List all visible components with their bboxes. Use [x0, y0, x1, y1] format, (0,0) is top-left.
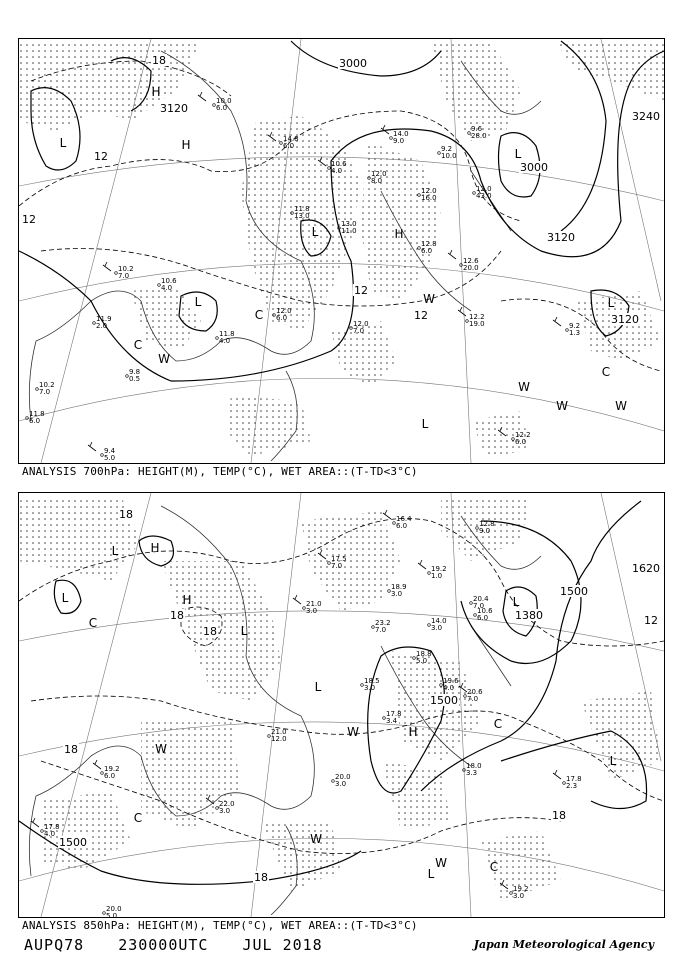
station-plot: [338, 220, 357, 235]
station-temperature: 10.2: [39, 381, 55, 389]
contour-value-label: 18: [552, 809, 566, 822]
station-temperature: 19.2: [104, 765, 120, 773]
station-dewpoint-depression: 6.0: [29, 417, 41, 425]
contour-value-label: 3000: [339, 57, 367, 70]
contour-value-label: 1500: [430, 694, 458, 707]
station-temperature: 10.6: [161, 277, 177, 285]
pressure-system-symbol: L: [609, 754, 617, 768]
contour-value-label: 1500: [560, 585, 588, 598]
station-dewpoint-depression: 6.0: [515, 438, 527, 446]
contour-value-label: 12: [644, 614, 658, 627]
station-marker: [303, 607, 306, 610]
pressure-system-symbol: L: [311, 225, 319, 239]
contour-value-label: 1380: [515, 609, 543, 622]
station-marker: [466, 320, 469, 323]
station-dewpoint-depression: 1.3: [569, 329, 581, 337]
station-marker: [103, 912, 106, 915]
station-temperature: 23.2: [375, 619, 391, 627]
pressure-system-symbol: C: [88, 616, 98, 630]
pressure-system-symbol: L: [240, 624, 248, 638]
pressure-system-symbol: L: [427, 867, 435, 881]
station-plot: [332, 773, 351, 788]
station-temperature: 10.2: [118, 265, 134, 273]
contour-value-label: 3120: [611, 313, 639, 326]
station-temperature: 19.2: [513, 885, 529, 893]
station-dewpoint-depression: 5.0: [104, 454, 116, 462]
pressure-system-symbol: C: [133, 338, 143, 352]
station-dewpoint-depression: 3.0: [513, 892, 525, 900]
station-marker: [383, 717, 386, 720]
station-dewpoint-depression: 4.0: [44, 830, 56, 838]
contour-value-label: 18: [203, 625, 217, 638]
station-dewpoint-depression: 3.0: [364, 684, 376, 692]
contour-value-label: 18: [64, 743, 78, 756]
station-dewpoint-depression: 20.0: [463, 264, 479, 272]
station-marker: [428, 572, 431, 575]
contour-value-label: 3120: [547, 231, 575, 244]
station-dewpoint-depression: 8.0: [371, 177, 383, 185]
station-temperature: 10.6: [331, 160, 347, 168]
station-dewpoint-depression: 28.0: [471, 132, 487, 140]
station-plot: [418, 240, 437, 255]
station-plot: [101, 447, 116, 462]
pressure-system-symbol: W: [347, 725, 359, 739]
station-temperature: 21.0: [271, 728, 287, 736]
station-marker: [36, 388, 39, 391]
station-plot: [388, 583, 407, 598]
station-marker: [438, 152, 441, 155]
station-dewpoint-depression: 9.0: [393, 137, 405, 145]
station-temperature: 14.8: [283, 135, 299, 143]
pressure-system-symbol: L: [607, 296, 615, 310]
station-dewpoint-depression: 6.0: [283, 142, 295, 150]
station-marker: [101, 772, 104, 775]
station-temperature: 11.8: [294, 205, 310, 213]
station-dewpoint-depression: 7.0: [39, 388, 51, 396]
station-plot: [563, 775, 582, 790]
station-temperature: 9.2: [441, 145, 453, 153]
station-temperature: 12.2: [515, 431, 531, 439]
pressure-system-symbol: W: [310, 832, 322, 846]
station-dewpoint-depression: 3.0: [391, 590, 403, 598]
station-plot: [383, 710, 402, 725]
station-dewpoint-depression: 13.0: [294, 212, 310, 220]
station-dewpoint-depression: 3.0: [335, 780, 347, 788]
station-plot: [390, 130, 409, 145]
station-plot: [36, 381, 55, 396]
station-dewpoint-depression: 3.3: [466, 769, 478, 777]
station-plot: [216, 800, 235, 815]
station-temperature: 12.2: [469, 313, 485, 321]
station-dewpoint-depression: 7.0: [467, 695, 479, 703]
station-plot: [460, 257, 479, 272]
contour-value-label: 18: [152, 54, 166, 67]
station-marker: [563, 782, 566, 785]
pressure-system-symbol: L: [111, 544, 119, 558]
station-dewpoint-depression: 1.0: [431, 572, 443, 580]
pressure-system-symbol: W: [556, 399, 568, 413]
station-plot: [393, 515, 412, 530]
pressure-system-symbol: W: [615, 399, 627, 413]
pressure-system-symbol: C: [493, 717, 503, 731]
station-dewpoint-depression: 7.0: [473, 602, 485, 610]
contour-value-label: 12: [414, 309, 428, 322]
station-dewpoint-depression: 7.0: [375, 626, 387, 634]
station-temperature: 12.0: [421, 187, 437, 195]
station-marker: [361, 684, 364, 687]
station-plot: [216, 330, 235, 345]
station-dewpoint-depression: 4.0: [161, 284, 173, 292]
pressure-system-symbol: H: [151, 85, 161, 99]
station-temperature: 12.8: [479, 520, 495, 528]
station-dewpoint-depression: 0.5: [129, 375, 141, 383]
pressure-system-symbol: H: [182, 593, 192, 607]
station-marker: [428, 624, 431, 627]
pressure-system-symbol: H: [181, 138, 191, 152]
chart-id: AUPQ78: [24, 936, 85, 954]
station-temperature: 10.6: [477, 607, 493, 615]
station-marker: [388, 590, 391, 593]
station-dewpoint-depression: 6.0: [104, 772, 116, 780]
station-temperature: 9.8: [129, 368, 141, 376]
station-plot: [103, 905, 122, 917]
station-dewpoint-depression: 4.0: [443, 684, 455, 692]
station-temperature: 17.8: [566, 775, 582, 783]
station-temperature: 20.4: [473, 595, 489, 603]
station-temperature: 9.6: [471, 125, 483, 133]
map-850hpa-canvas: [19, 493, 664, 917]
contour-value-label: 1500: [59, 836, 87, 849]
station-temperature: 20.0: [335, 773, 351, 781]
pressure-system-symbol: C: [601, 365, 611, 379]
station-dewpoint-depression: 5.0: [106, 912, 118, 917]
station-temperature: 12.0: [276, 307, 292, 315]
station-plot: [213, 97, 232, 112]
station-plot: [372, 619, 391, 634]
station-plot: [463, 762, 482, 777]
station-plot: [566, 322, 580, 337]
station-plot: [474, 607, 493, 622]
station-dewpoint-depression: 6.0: [396, 522, 408, 530]
contour-value-label: 1620: [632, 562, 660, 575]
station-marker: [566, 329, 569, 332]
station-temperature: 18.0: [466, 762, 482, 770]
pressure-system-symbol: L: [314, 680, 322, 694]
station-dewpoint-depression: 7.0: [118, 272, 130, 280]
pressure-system-symbol: C: [254, 308, 264, 322]
station-marker: [115, 272, 118, 275]
station-dewpoint-depression: 7.0: [353, 327, 365, 335]
station-marker: [332, 780, 335, 783]
station-plot: [268, 728, 287, 743]
station-plot: [510, 885, 529, 900]
station-temperature: 11.9: [96, 315, 112, 323]
pressure-system-symbol: C: [133, 811, 143, 825]
valid-datetime: 230000UTC: [118, 936, 209, 954]
station-plot: [361, 677, 380, 692]
pressure-system-symbol: H: [408, 725, 418, 739]
station-temperature: 14.0: [431, 617, 447, 625]
pressure-system-symbol: L: [514, 147, 522, 161]
analysis-700hpa-map: [18, 38, 665, 464]
station-dewpoint-depression: 3.0: [219, 807, 231, 815]
station-dewpoint-depression: 3.4: [386, 717, 398, 725]
station-marker: [390, 137, 393, 140]
caption-700hpa: ANALYSIS 700hPa: HEIGHT(M), TEMP(°C), WET AREA::(T-TD<3°C): [22, 465, 418, 478]
agency-credit: Japan Meteorological Agency: [473, 938, 654, 951]
station-temperature: 18.9: [391, 583, 407, 591]
station-plot: [303, 600, 322, 615]
station-temperature: 12.0: [353, 320, 369, 328]
station-dewpoint-depression: 7.0: [331, 562, 343, 570]
pressure-system-symbol: C: [489, 860, 499, 874]
station-temperature: 11.8: [219, 330, 235, 338]
pressure-system-symbol: W: [518, 380, 530, 394]
pressure-system-symbol: L: [512, 595, 520, 609]
pressure-system-symbol: W: [158, 352, 170, 366]
pressure-system-symbol: H: [150, 541, 160, 555]
station-temperature: 17.5: [331, 555, 347, 563]
station-dewpoint-depression: 11.0: [341, 227, 357, 235]
station-plot: [291, 205, 310, 220]
contour-value-label: 18: [254, 871, 268, 884]
station-temperature: 18.8: [416, 650, 432, 658]
contour-value-label: 3120: [160, 102, 188, 115]
station-temperature: 19.6: [443, 677, 459, 685]
station-temperature: 17.8: [386, 710, 402, 718]
pressure-system-symbol: W: [423, 292, 435, 306]
station-marker: [470, 602, 473, 605]
station-dewpoint-depression: 4.0: [219, 337, 231, 345]
station-temperature: 13.0: [341, 220, 357, 228]
station-temperature: 12.0: [476, 185, 492, 193]
station-temperature: 19.2: [431, 565, 447, 573]
station-marker: [473, 192, 476, 195]
station-temperature: 10.0: [216, 97, 232, 105]
footer-chart-info: [24, 936, 323, 954]
station-plot: [464, 688, 483, 703]
station-dewpoint-depression: 2.0: [96, 322, 108, 330]
station-temperature: 21.0: [306, 600, 322, 608]
station-dewpoint-depression: 6.0: [421, 247, 433, 255]
contour-value-label: 12: [354, 284, 368, 297]
wet-area-stipple: [19, 41, 664, 456]
station-plot: [428, 565, 447, 580]
contour-value-label: 12: [22, 213, 36, 226]
map-700hpa-canvas: [19, 39, 664, 463]
station-marker: [393, 522, 396, 525]
station-dewpoint-depression: 19.0: [469, 320, 485, 328]
station-temperature: 17.8: [44, 823, 60, 831]
station-plot: [428, 617, 447, 632]
station-temperature: 20.0: [106, 905, 122, 913]
station-plot: [26, 410, 45, 425]
station-temperature: 14.0: [393, 130, 409, 138]
valid-month-year: JUL 2018: [242, 936, 323, 954]
station-temperature: 12.6: [463, 257, 479, 265]
contour-value-label: 12: [94, 150, 108, 163]
station-dewpoint-depression: 3.0: [306, 607, 318, 615]
station-temperature: 18.5: [364, 677, 380, 685]
station-marker: [126, 375, 129, 378]
station-marker: [101, 454, 104, 457]
station-temperature: 9.2: [569, 322, 581, 330]
pressure-system-symbol: L: [61, 591, 69, 605]
station-dewpoint-depression: 3.0: [431, 624, 443, 632]
station-temperature: 16.4: [396, 515, 412, 523]
station-dewpoint-depression: 5.0: [416, 657, 428, 665]
station-dewpoint-depression: 9.0: [479, 527, 491, 535]
station-plot: [418, 187, 437, 202]
station-dewpoint-depression: 6.0: [276, 314, 288, 322]
station-plot: [466, 313, 485, 328]
station-marker: [372, 626, 375, 629]
station-dewpoint-depression: 4.0: [331, 167, 343, 175]
station-dewpoint-depression: 6.0: [477, 614, 489, 622]
station-marker: [216, 337, 219, 340]
station-plot: [93, 315, 112, 330]
station-temperature: 20.6: [467, 688, 483, 696]
station-marker: [268, 735, 271, 738]
station-plot: [101, 765, 120, 780]
analysis-850hpa-map: [18, 492, 665, 918]
station-dewpoint-depression: 6.0: [216, 104, 228, 112]
pressure-system-symbol: W: [435, 856, 447, 870]
station-temperature: 9.4: [104, 447, 116, 455]
caption-850hpa: ANALYSIS 850hPa: HEIGHT(M), TEMP(°C), WET AREA::(T-TD<3°C): [22, 919, 418, 932]
pressure-system-symbol: W: [155, 742, 167, 756]
pressure-system-symbol: L: [59, 136, 67, 150]
contour-value-label: 18: [170, 609, 184, 622]
station-marker: [213, 104, 216, 107]
station-temperature: 12.8: [421, 240, 437, 248]
pressure-system-symbol: H: [394, 227, 404, 241]
station-temperature: 11.8: [29, 410, 45, 418]
station-dewpoint-depression: 16.0: [421, 194, 437, 202]
station-marker: [474, 614, 477, 617]
station-temperature: 12.0: [371, 170, 387, 178]
contour-value-label: 3240: [632, 110, 660, 123]
pressure-system-symbol: L: [194, 295, 202, 309]
contour-value-label: 18: [119, 508, 133, 521]
station-dewpoint-depression: 10.0: [441, 152, 457, 160]
station-plot: [126, 368, 140, 383]
station-plot: [438, 145, 457, 160]
station-dewpoint-depression: 2.3: [566, 782, 578, 790]
pressure-system-symbol: L: [421, 417, 429, 431]
station-marker: [158, 284, 161, 287]
station-plot: [115, 265, 134, 280]
station-dewpoint-depression: 12.0: [271, 735, 287, 743]
station-temperature: 22.0: [219, 800, 235, 808]
station-marker: [93, 322, 96, 325]
station-dewpoint-depression: 43.0: [476, 192, 492, 200]
contour-value-label: 3000: [520, 161, 548, 174]
station-plot: [473, 185, 492, 200]
